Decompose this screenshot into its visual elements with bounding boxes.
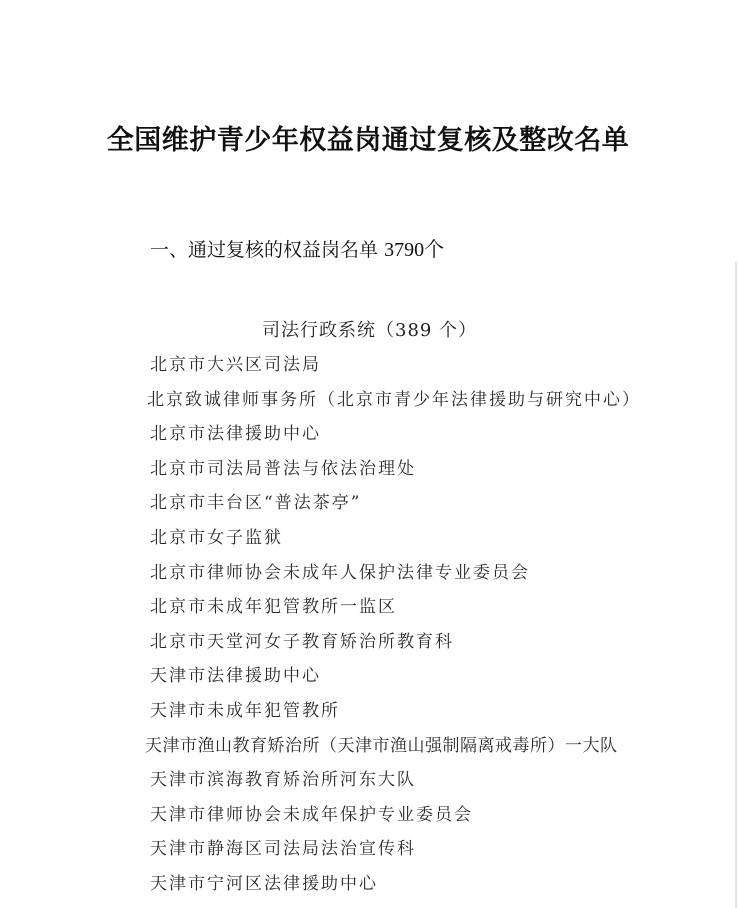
document-title: 全国维护青少年权益岗通过复核及整改名单 <box>106 125 630 156</box>
list-item <box>0 590 738 625</box>
entry-text: 天津市静海区司法局法治宣传科 <box>150 839 416 860</box>
list-item <box>0 798 738 833</box>
section-heading <box>150 236 444 264</box>
list-item <box>0 729 738 764</box>
list-item <box>0 832 738 867</box>
entry-text: 北京市律师协会未成年人保护法律专业委员会 <box>150 562 530 583</box>
list-item <box>0 867 738 902</box>
entry-text: 天津市渔山教育矫治所（天津市渔山强制隔离戒毒所）一大队 <box>145 735 618 756</box>
list-item <box>0 348 738 383</box>
list-item <box>0 659 738 694</box>
entry-text: 北京市大兴区司法局 <box>150 355 321 375</box>
list-item <box>0 417 738 452</box>
entry-text: 北京致诚律师事务所（北京市青少年法律援助与研究中心） <box>147 389 641 410</box>
list-item <box>0 556 738 591</box>
entry-text: 天津市未成年犯管教所 <box>150 700 340 721</box>
entry-text: 北京市未成年犯管教所一监区 <box>150 597 397 618</box>
list-item <box>0 763 738 798</box>
entry-list <box>0 348 738 902</box>
list-item <box>0 486 738 521</box>
entry-text: 北京市法律援助中心 <box>150 424 321 445</box>
list-item <box>0 521 738 556</box>
list-item <box>0 694 738 729</box>
entry-text: 北京市丰台区“普法茶亭” <box>150 493 362 514</box>
system-heading: 司法行政系统（389 个） <box>262 320 478 341</box>
list-item <box>0 625 738 660</box>
entry-text: 天津市滨海教育矫治所河东大队 <box>150 770 416 791</box>
list-item <box>0 383 738 418</box>
entry-text: 北京市女子监狱 <box>150 527 283 548</box>
entry-text: 天津市律师协会未成年保护专业委员会 <box>150 804 473 825</box>
entry-text: 天津市宁河区法律援助中心 <box>150 873 378 894</box>
section-heading-label: 一、通过复核的权益岗名单 <box>150 239 379 261</box>
entry-text: 北京市司法局普法与依法治理处 <box>150 458 416 479</box>
entry-text: 天津市法律援助中心 <box>150 666 321 687</box>
list-item <box>0 452 738 487</box>
section-count: 3790个 <box>384 239 445 261</box>
entry-text: 北京市天堂河女子教育矫治所教育科 <box>150 631 454 652</box>
